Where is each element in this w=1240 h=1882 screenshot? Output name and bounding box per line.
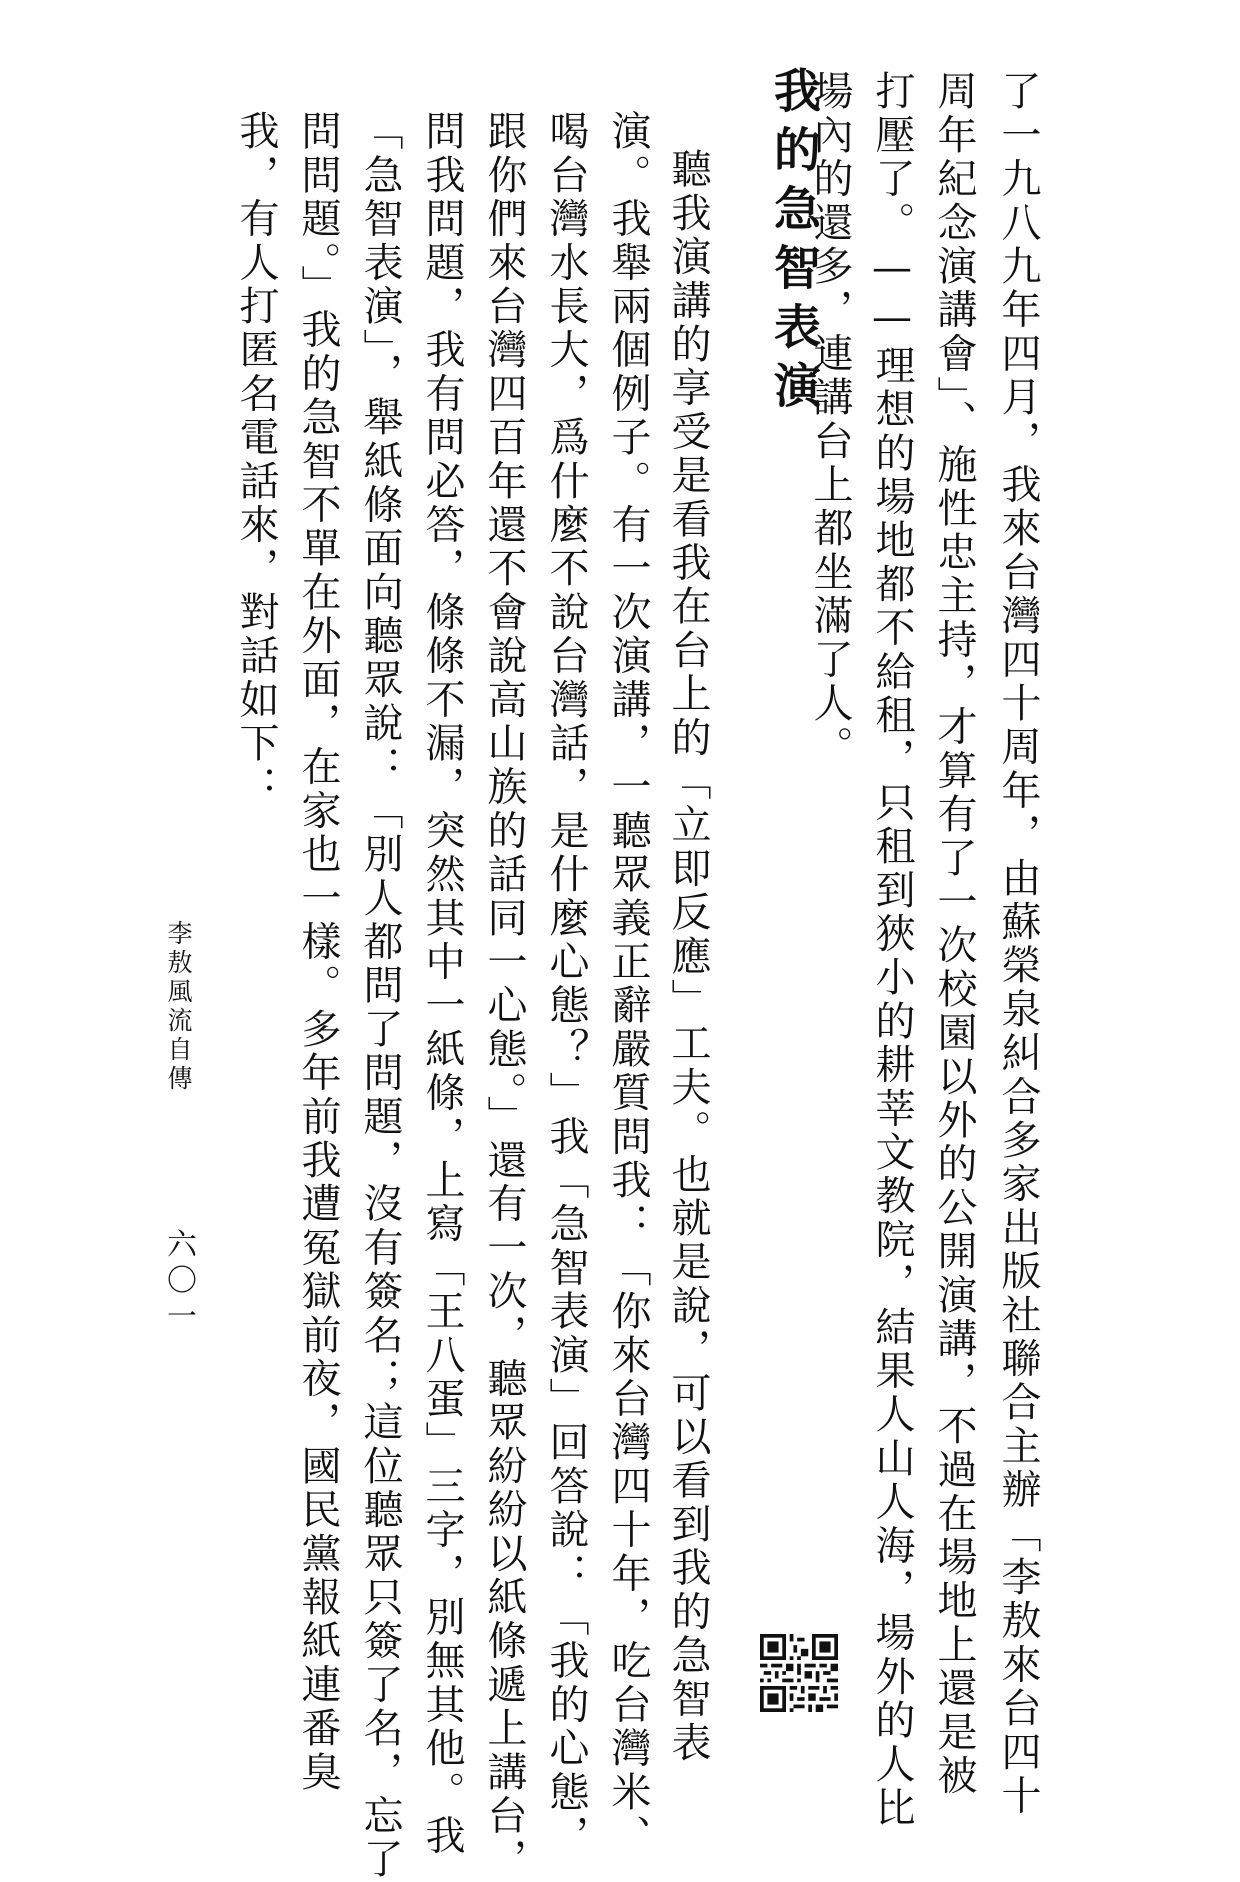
page-number: 六〇一 [161, 1228, 196, 1336]
text-column: 聽我演講的享受是看我在台上的「立即反應」工夫。也就是說，可以看到我的急智表 [665, 148, 711, 1765]
text-column: 場內的還多，連講台上都坐滿了人。 [807, 70, 853, 770]
text-column: 喝台灣水長大，爲什麼不說台灣話，是什麼心態？」我「急智表演」回答說：「我的心態， [543, 110, 589, 1858]
book-title: 李敖風流自傳 [164, 920, 193, 1094]
text-column: 演。我舉兩個例子。有一次演講，一聽眾義正辭嚴質問我：「你來台灣四十年，吃台灣米、 [605, 110, 651, 1858]
text-column: 了一九八九年四月，我來台灣四十周年，由蘇榮泉糾合多家出版社聯合主辦「李敖來台四十 [995, 70, 1041, 1818]
section-heading: 我的急智表演 [766, 66, 821, 420]
text-column: 我，有人打匿名電話來，對話如下： [233, 110, 279, 810]
text-column: 問我問題，我有問必答，條條不漏，突然其中一紙條，上寫「王八蛋」三字，別無其他。我 [419, 110, 465, 1858]
text-column: 「急智表演」，舉紙條面向聽眾說：「別人都問了問題，沒有簽名；這位聽眾只簽了名，忘了 [357, 110, 403, 1882]
text-column: 問問題。」我的急智不單在外面，在家也一樣。多年前我遭冤獄前夜，國民黨報紙連番臭 [295, 110, 341, 1795]
text-column: 周年紀念演講會」、施性忠主持，才算有了一次校園以外的公開演講，不過在場地上還是被 [931, 70, 977, 1798]
qr-code-icon [760, 1634, 838, 1712]
text-column: 跟你們來台灣四百年還不會說高山族的話同一心態。」還有一次，聽眾紛紛以紙條遞上講台， [481, 110, 527, 1882]
text-column: 打壓了。——理想的場地都不給租，只租到狹小的耕莘文教院，結果人山人海，場外的人比 [869, 70, 915, 1830]
